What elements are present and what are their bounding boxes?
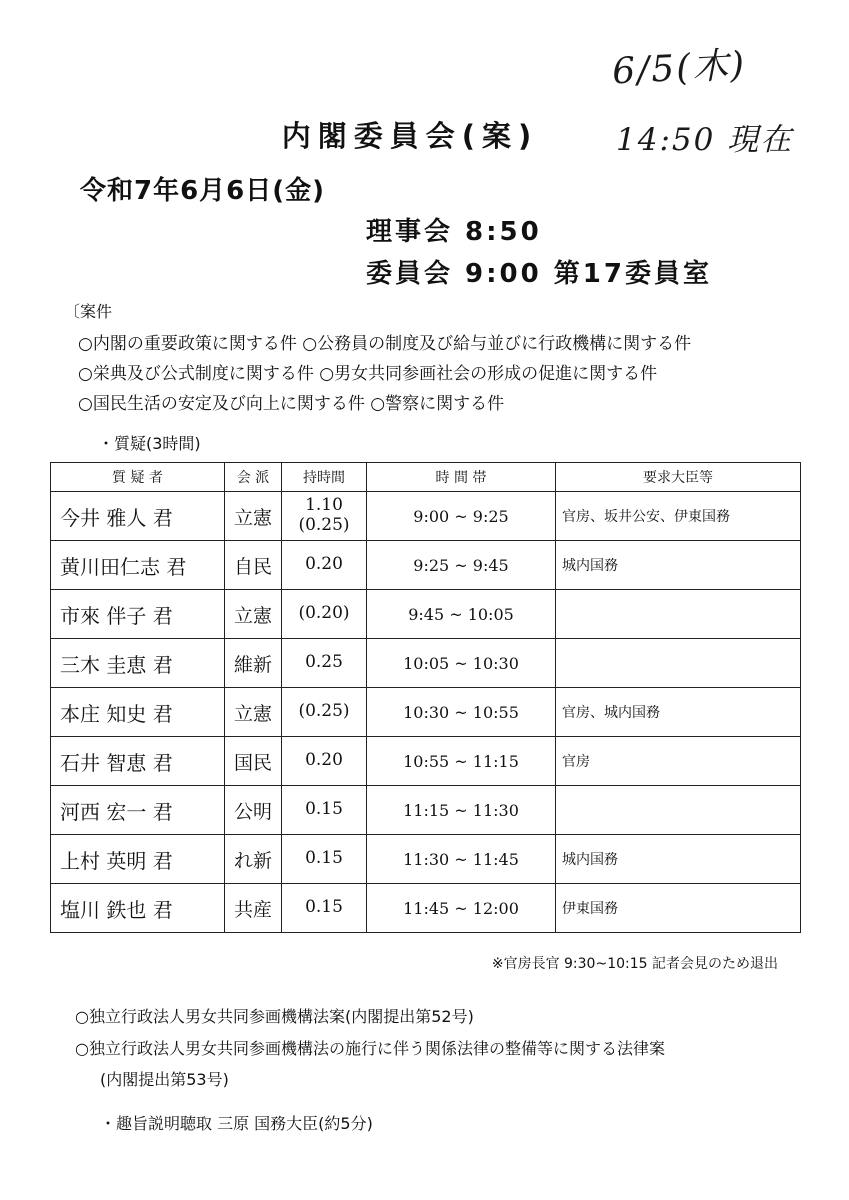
table-row — [51, 884, 801, 933]
chief-cabinet-secretary-note: ※官房長官 9:30~10:15 記者会見のため退出 — [491, 956, 778, 972]
bill-item-2-number: (内閣提出第53号) — [100, 1070, 229, 1089]
table-row — [51, 492, 801, 541]
bill-item-1: ○独立行政法人男女共同参画機構法案(内閣提出第52号) — [75, 1007, 474, 1026]
party: 維新 — [225, 639, 282, 688]
handwritten-time: 14:50 現在 — [616, 122, 794, 158]
questioner-name: 黄川田仁志 君 — [51, 541, 225, 590]
time-slot: 11:30 ~ 11:45 — [367, 835, 556, 884]
time-slot: 11:45 ~ 12:00 — [367, 884, 556, 933]
questioner-name: 石井 智恵 君 — [51, 737, 225, 786]
party: 国民 — [225, 737, 282, 786]
requested-ministers: 官房 — [556, 737, 801, 786]
handwritten-date: 6/5(木) — [611, 44, 748, 93]
questioner-table — [50, 462, 801, 933]
time-allotted: 0.15 — [282, 884, 367, 933]
time-slot: 11:15 ~ 11:30 — [367, 786, 556, 835]
table-row — [51, 737, 801, 786]
party: 立憲 — [225, 492, 282, 541]
time-allotted-sub: (0.25) — [298, 515, 350, 535]
questioner-name: 本庄 知史 君 — [51, 688, 225, 737]
agenda-line-3: ○国民生活の安定及び向上に関する件 ○警察に関する件 — [78, 394, 505, 414]
requested-ministers: 官房、坂井公安、伊東国務 — [556, 492, 801, 541]
requested-ministers — [556, 590, 801, 639]
party: れ新 — [225, 835, 282, 884]
party: 公明 — [225, 786, 282, 835]
questioner-name: 河西 宏一 君 — [51, 786, 225, 835]
time-allotted: 0.15 — [282, 835, 367, 884]
time-allotted: 0.20 — [282, 541, 367, 590]
time-allotted: 0.15 — [282, 786, 367, 835]
time-allotted: 0.25 — [282, 639, 367, 688]
time-slot: 9:45 ~ 10:05 — [367, 590, 556, 639]
bill-item-2: ○独立行政法人男女共同参画機構法の施行に伴う関係法律の整備等に関する法律案 — [75, 1039, 665, 1058]
agenda-line-2: ○栄典及び公式制度に関する件 ○男女共同参画社会の形成の促進に関する件 — [78, 364, 658, 384]
page-title: 内閣委員会(案) — [281, 119, 539, 153]
table-row — [51, 786, 801, 835]
party: 自民 — [225, 541, 282, 590]
board-meeting-time: 理事会 8:50 — [366, 217, 542, 247]
table-row — [51, 835, 801, 884]
questioner-name: 三木 圭恵 君 — [51, 639, 225, 688]
questioner-name: 今井 雅人 君 — [51, 492, 225, 541]
col-header-party: 会 派 — [225, 463, 282, 492]
table-row — [51, 639, 801, 688]
requested-ministers — [556, 786, 801, 835]
requested-ministers — [556, 639, 801, 688]
agenda-line-1: ○内閣の重要政策に関する件 ○公務員の制度及び給与並びに行政機構に関する件 — [78, 334, 692, 354]
questioner-name: 市來 伴子 君 — [51, 590, 225, 639]
time-slot: 10:05 ~ 10:30 — [367, 639, 556, 688]
table-row — [51, 688, 801, 737]
table-header-row — [51, 463, 801, 492]
requested-ministers: 城内国務 — [556, 541, 801, 590]
time-slot: 10:30 ~ 10:55 — [367, 688, 556, 737]
party: 立憲 — [225, 688, 282, 737]
table-row — [51, 590, 801, 639]
committee-meeting-time: 委員会 9:00 第17委員室 — [366, 259, 712, 289]
explanation-hearing: ・趣旨説明聴取 三原 国務大臣(約5分) — [100, 1114, 373, 1133]
requested-ministers: 城内国務 — [556, 835, 801, 884]
time-slot: 9:00 ~ 9:25 — [367, 492, 556, 541]
col-header-questioner: 質 疑 者 — [51, 463, 225, 492]
time-allotted: 0.20 — [282, 737, 367, 786]
time-allotted: (0.20) — [282, 590, 367, 639]
requested-ministers: 伊東国務 — [556, 884, 801, 933]
time-slot: 9:25 ~ 9:45 — [367, 541, 556, 590]
time-allotted-total: 1.10 — [305, 495, 343, 516]
time-allotted — [282, 492, 367, 541]
questioner-name: 塩川 鉄也 君 — [51, 884, 225, 933]
questioner-name: 上村 英明 君 — [51, 835, 225, 884]
agenda-heading: 〔案件 — [64, 302, 113, 321]
table-row — [51, 541, 801, 590]
party: 共産 — [225, 884, 282, 933]
col-header-time-slot: 時 間 帯 — [367, 463, 556, 492]
qa-heading: ・質疑(3時間) — [98, 434, 201, 453]
time-allotted: (0.25) — [282, 688, 367, 737]
col-header-requested-ministers: 要求大臣等 — [556, 463, 801, 492]
time-slot: 10:55 ~ 11:15 — [367, 737, 556, 786]
requested-ministers: 官房、城内国務 — [556, 688, 801, 737]
col-header-time-allotted: 持時間 — [282, 463, 367, 492]
party: 立憲 — [225, 590, 282, 639]
meeting-date: 令和7年6月6日(金) — [80, 176, 326, 206]
